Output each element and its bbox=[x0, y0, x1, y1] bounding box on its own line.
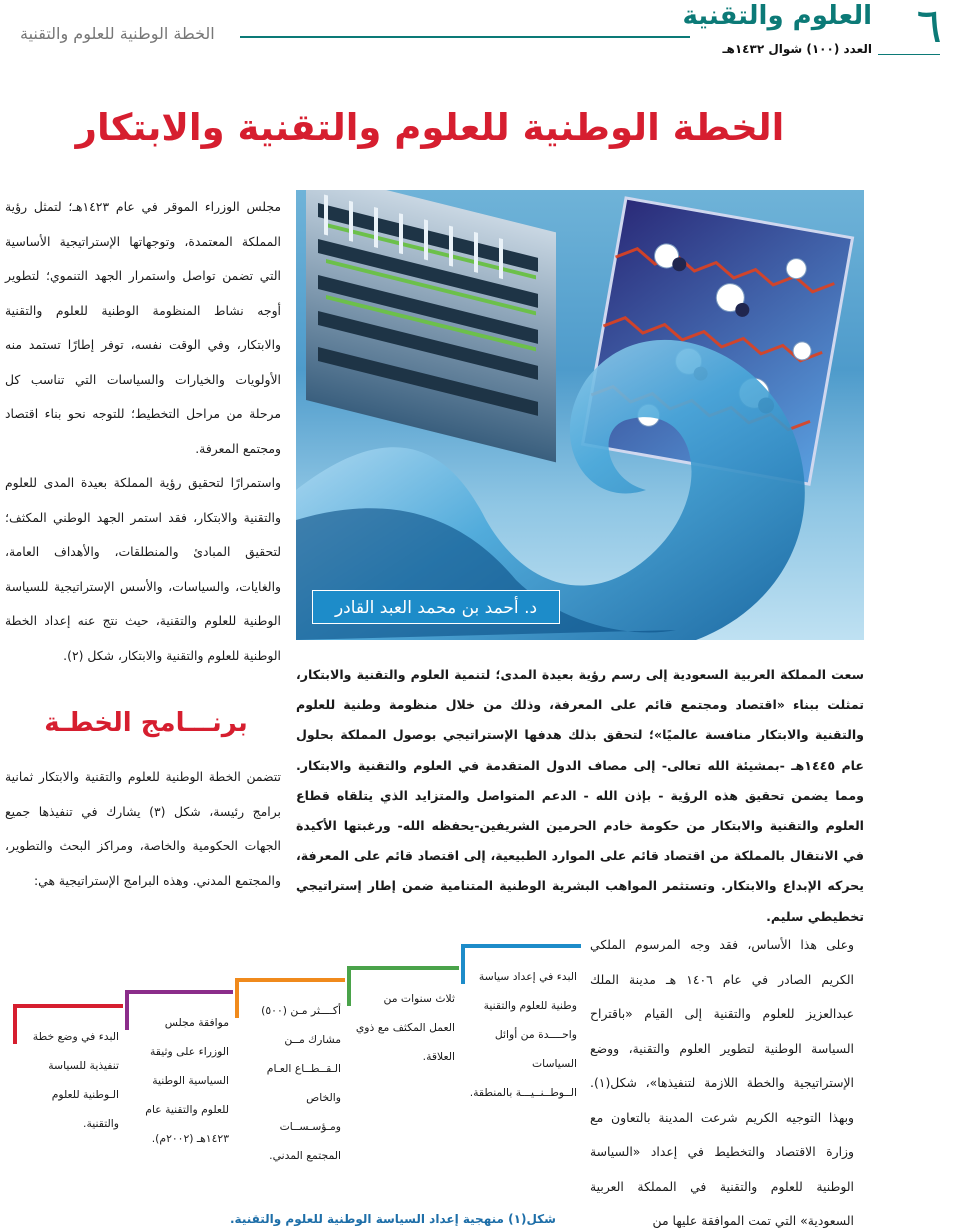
right-column-lower bbox=[590, 928, 854, 1230]
left-column-lower bbox=[5, 760, 281, 898]
step-1-text: البدء في إعداد سياسة وطنية للعلوم والتقنية واحــــدة من أوائل السياسات الــوطــنــيـــة بالمنطقة. bbox=[469, 970, 577, 1099]
running-title: الخطة الوطنية للعلوم والتقنية bbox=[20, 24, 215, 43]
page-number: ٦ bbox=[916, 0, 942, 54]
hero-image bbox=[296, 190, 864, 640]
left-paragraph-3: تتضمن الخطة الوطنية للعلوم والتقنية والابتكار ثمانية برامج رئيسة، شكل (٣) يشارك في تنفيذها جميع الجهات الحكومية والخاصة، ومراكز البحث والتطوير، والمجتمع المدني. وهذه البرامج الإستراتيجية هي: bbox=[5, 769, 281, 888]
step-5 bbox=[13, 1004, 123, 1206]
step-4 bbox=[125, 990, 233, 1206]
article-title: الخطة الوطنية للعلوم والتقنية والابتكار bbox=[75, 106, 785, 149]
step-2-text: ثلاث سنوات من العمل المكثف مع ذوي العلاقة. bbox=[355, 992, 455, 1063]
author-caption: د. أحمد بن محمد العبد القادر bbox=[312, 590, 560, 624]
hero-illustration bbox=[296, 190, 864, 640]
left-paragraph-2: واستمرارًا لتحقيق رؤية المملكة بعيدة المدى للعلوم والتقنية والابتكار، فقد استمر الجهد الوطني المكثف؛ لتحقيق المبادئ والمنطلقات، والأهداف العامة، والغايات، والسياسات، والأسس الإستراتيجية للسياسة الوطنية للعلوم والتقنية، حيث نتج عنه إعداد الخطة الوطنية للعلوم والتقنية والابتكار، شكل (٢). bbox=[5, 475, 281, 663]
intro-block bbox=[296, 660, 864, 932]
header-rule-short bbox=[878, 54, 940, 55]
step-3 bbox=[235, 978, 345, 1206]
right-paragraph: وعلى هذا الأساس، فقد وجه المرسوم الملكي الكريم الصادر في عام ١٤٠٦ هـ مدينة الملك عبدالعزيز للعلوم والتقنية إلى القيام «باقتراح السياسة الوطنية لتطوير العلوم والتقنية، ووضع الإستراتيجية والخطة اللازمة لتنفيذها»، شكل(١). وبهذا التوجيه الكريم شرعت المدينة بالتعاون مع وزارة الاقتصاد والتخطيط في إعداد «السياسة الوطنية للعلوم والتقنية في المملكة العربية السعودية» التي تمت الموافقة عليها من bbox=[590, 937, 854, 1228]
left-paragraph-1: مجلس الوزراء الموقر في عام ١٤٢٣هـ؛ لتمثل رؤية المملكة المعتمدة، وتوجهاتها الإستراتيجية الأساسية التي تضمن تواصل واستمرار الجهد التنموي؛ لتطوير أوجه نشاط المنظومة الوطنية للعلوم والتقنية والابتكار، وفي الوقت نفسه، توفر إطارًا تستمد منه الأولويات والخيارات والسياسات التي تناسب كل مرحلة من مراحل التخطيط؛ للتوجه نحو بناء اقتصاد ومجتمع المعرفة. bbox=[5, 199, 281, 456]
methodology-diagram bbox=[5, 932, 585, 1210]
left-column bbox=[5, 190, 281, 673]
network-switch-image bbox=[306, 190, 556, 462]
step-3-text: أكــــثر مـن (٥٠٠) مشارك مــن الـقــطــاع العـام والخاص ومـؤسـســات المجتمع المدني. bbox=[261, 1004, 341, 1162]
step-2 bbox=[347, 966, 459, 1206]
section-heading: برنـــامج الخطـة bbox=[44, 708, 248, 738]
step-4-text: موافقة مجلس الوزراء على وثيقة السياسية الوطنية للعلوم والتقنية عام ١٤٢٣هـ (٢٠٠٢م). bbox=[145, 1016, 229, 1145]
header-rule bbox=[240, 36, 690, 38]
issue-info: العدد (١٠٠) شوال ١٤٣٢هـ bbox=[722, 42, 872, 56]
step-5-text: البدء في وضع خطة تنفيذية للسياسة الـوطنية للعلوم والتقنية. bbox=[32, 1030, 119, 1130]
intro-paragraph: سعت المملكة العربية السعودية إلى رسم رؤية بعيدة المدى؛ لتنمية العلوم والتقنية والابتكار، تمثلت ببناء «اقتصاد ومجتمع قائم على المعرفة، وذلك من خلال منظومة وطنية للعلوم والتقنية والابتكار منافسة عالميًا»؛ لتحقق بذلك هدفها الإستراتيجي بوصول المملكة بحلول عام ١٤٤٥هـ -بمشيئة الله تعالى- إلى مصاف الدول المتقدمة في العلوم والتقنية والابتكار. ومما يضمن تحقيق هذه الرؤية - بإذن الله - الدعم المتواصل والمتزايد الذي يتلقاه قطاع العلوم والتقنية والابتكار من حكومة خادم الحرمين الشريفين-يحفظه الله- ورغبتها الأكيدة في الانتقال بالمملكة من اقتصاد قائم على الموارد الطبيعية، إلى اقتصاد قائم على المعرفة، يحركه الإبداع والابتكار. وتستثمر المواهب البشرية الوطنية المتنامية ضمن إطار إستراتيجي تخطيطي سليم. bbox=[296, 667, 865, 924]
magazine-name: العلوم والتقنية bbox=[682, 1, 872, 31]
step-1 bbox=[461, 944, 581, 1206]
figure-caption: شكل(١) منهجية إعداد السياسة الوطنية للعلوم والتقنية. bbox=[230, 1212, 556, 1226]
